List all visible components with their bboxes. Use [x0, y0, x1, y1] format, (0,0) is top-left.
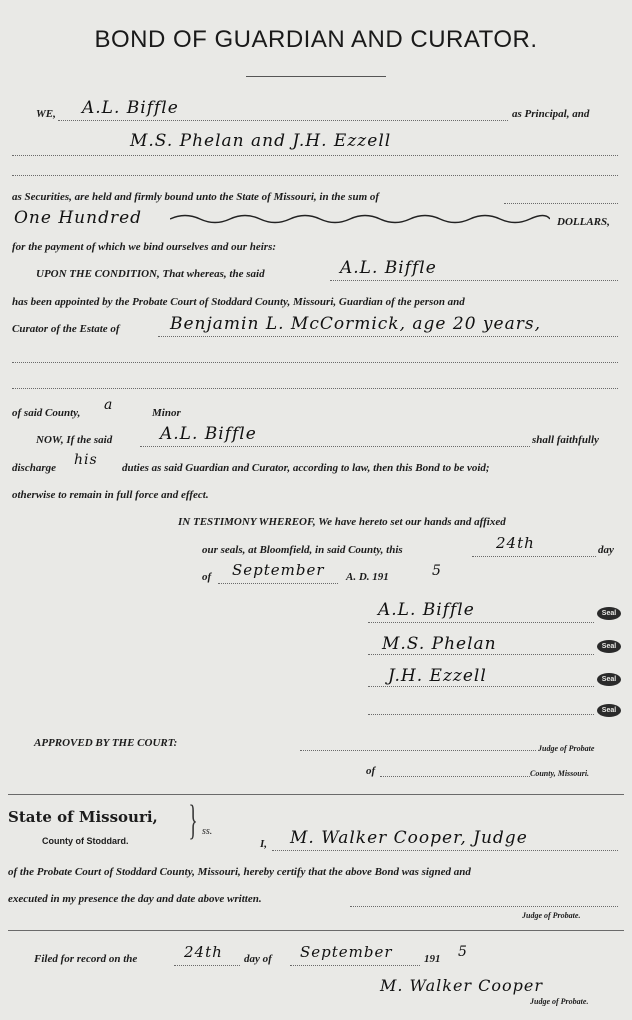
county-heading: County of Stoddard.: [42, 836, 129, 846]
ward-line: [158, 336, 618, 337]
approved-text: APPROVED BY THE COURT:: [34, 737, 178, 749]
ss-label: ss.: [202, 826, 213, 837]
month-line: [218, 583, 338, 584]
of-label: of: [202, 571, 212, 583]
condition-name: A.L. Biffle: [340, 258, 437, 278]
approval-county-label: County, Missouri.: [530, 769, 590, 778]
i-label: I,: [260, 838, 268, 850]
filed-signature: M. Walker Cooper: [380, 976, 544, 995]
filed-month-value: September: [300, 943, 393, 961]
principal-suffix: as Principal, and: [512, 108, 590, 120]
day-label: day: [598, 544, 614, 556]
signature-line-1: [368, 622, 594, 623]
curator-text: Curator of the Estate of: [12, 323, 120, 335]
filed-day-label: day of: [244, 953, 272, 965]
signature-1: A.L. Biffle: [378, 600, 475, 620]
now-text: NOW, If the said: [36, 434, 113, 446]
day-line: [472, 556, 596, 557]
approval-county-line: [380, 776, 530, 777]
otherwise-text: otherwise to remain in full force and effect.: [12, 489, 209, 501]
judge-name-line: [272, 850, 618, 851]
duties-text: duties as said Guardian and Curator, according to law, then this Bond to be void;: [122, 462, 490, 474]
month-value: September: [232, 561, 325, 579]
certificate-judge-name: M. Walker Cooper, Judge: [290, 828, 528, 848]
certificate-line-2: executed in my presence the day and date above written.: [8, 893, 262, 905]
filed-day-value: 24th: [184, 943, 223, 961]
condition-line: [330, 280, 618, 281]
securities-text: as Securities, are held and firmly bound unto the State of Missouri, in the sum of: [12, 191, 380, 203]
filed-year-prefix: 191: [424, 953, 441, 965]
day-value: 24th: [496, 534, 535, 552]
signature-3: J.H. Ezzell: [388, 666, 487, 686]
dollars-label: DOLLARS,: [557, 216, 610, 228]
seal-3: Seal: [597, 673, 621, 686]
filed-day-line: [174, 965, 240, 966]
blank-line-3: [12, 388, 618, 389]
approval-of-label: of: [366, 765, 376, 777]
sum-words: One Hundred: [14, 208, 143, 228]
document-title: BOND OF GUARDIAN AND CURATOR.: [94, 26, 538, 53]
blank-line-1: [12, 175, 618, 176]
we-label: WE,: [36, 108, 56, 120]
signature-2: M.S. Phelan: [382, 634, 497, 654]
seal-1: Seal: [597, 607, 621, 620]
now-name: A.L. Biffle: [160, 424, 257, 444]
brace: }: [188, 798, 198, 844]
minor-label: Minor: [152, 407, 181, 419]
appointed-text: has been appointed by the Probate Court of Stoddard County, Missouri, Guardian of the person and: [12, 296, 465, 308]
sum-line: [504, 203, 618, 204]
state-heading: State of Missouri,: [8, 808, 158, 826]
title-rule: [246, 76, 386, 77]
certificate-judge-label: Judge of Probate.: [522, 911, 581, 920]
sum-flourish: [170, 212, 550, 226]
certificate-trailing-line: [350, 906, 618, 907]
payment-text: for the payment of which we bind ourselves and our heirs:: [12, 241, 277, 253]
blank-line-2: [12, 362, 618, 363]
signature-line-2: [368, 654, 594, 655]
minor-prefix: of said County,: [12, 407, 81, 419]
securities-names: M.S. Phelan and J.H. Ezzell: [130, 131, 392, 151]
section-divider: [8, 794, 624, 795]
ad-text: A. D. 191: [346, 571, 389, 583]
principal-line: [58, 120, 508, 121]
now-line: [140, 446, 530, 447]
approval-judge-label: Judge of Probate: [538, 744, 595, 753]
signature-line-4: [368, 714, 594, 715]
testimony-text: IN TESTIMONY WHEREOF, We have hereto set our hands and affixed: [178, 516, 506, 528]
his-word: his: [74, 452, 98, 468]
filed-prefix: Filed for record on the: [34, 953, 138, 965]
condition-text: UPON THE CONDITION, That whereas, the said: [36, 268, 265, 280]
filed-month-line: [290, 965, 420, 966]
seals-text: our seals, at Bloomfield, in said County, this: [202, 544, 403, 556]
securities-line: [12, 155, 618, 156]
approval-line: [300, 750, 536, 751]
filed-judge-label: Judge of Probate.: [530, 997, 589, 1006]
principal-name: A.L. Biffle: [82, 98, 179, 118]
year-suffix: 5: [432, 563, 442, 579]
faithfully-text: shall faithfully: [532, 434, 599, 446]
discharge-text: discharge: [12, 462, 56, 474]
filed-divider: [8, 930, 624, 931]
certificate-line-1: of the Probate Court of Stoddard County, Missouri, hereby certify that the above Bond was signed and: [8, 866, 471, 878]
signature-line-3: [368, 686, 594, 687]
ward-name: Benjamin L. McCormick, age 20 years,: [170, 314, 541, 334]
seal-4: Seal: [597, 704, 621, 717]
filed-year-suffix: 5: [458, 944, 468, 960]
seal-2: Seal: [597, 640, 621, 653]
minor-word: a: [104, 397, 114, 413]
